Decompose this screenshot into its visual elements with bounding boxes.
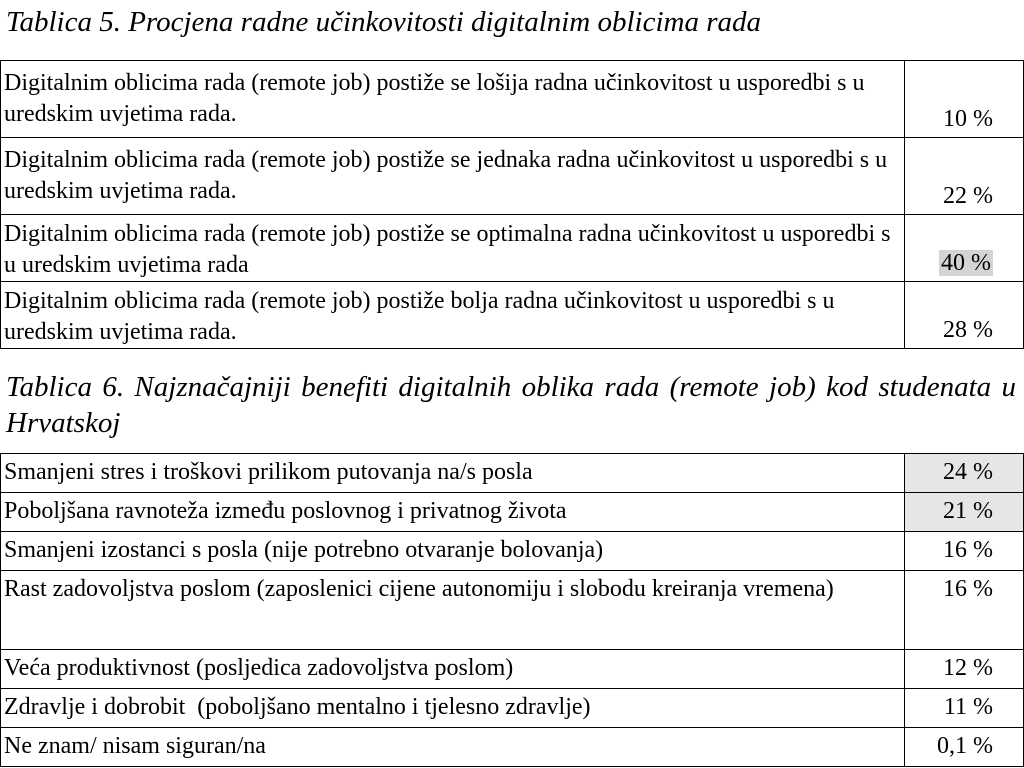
- table6-row-value: 21 %: [905, 493, 1024, 532]
- table6-row-text: Veća produktivnost (posljedica zadovoljstva poslom): [1, 650, 905, 689]
- table6-row-value: 0,1 %: [905, 728, 1024, 767]
- table6-row-value: 11 %: [905, 689, 1024, 728]
- table-row: [1, 650, 1024, 689]
- table5-row-value-highlighted: 40 %: [941, 250, 991, 276]
- table-row: [1, 61, 1024, 138]
- table-row: [1, 493, 1024, 532]
- table6-row-value: 12 %: [905, 650, 1024, 689]
- table6-row-text: Rast zadovoljstva poslom (zaposlenici cijene autonomiju i slobodu kreiranja vremena): [1, 571, 905, 650]
- table-row: [1, 532, 1024, 571]
- table-row: [1, 215, 1024, 282]
- table-row: [1, 571, 1024, 650]
- table-row: [1, 282, 1024, 349]
- table-row: [1, 138, 1024, 215]
- table5-row-text: Digitalnim oblicima rada (remote job) postiže se jednaka radna učinkovitost u usporedbi s u uredskim uvjetima rada.: [1, 138, 905, 215]
- table6-row-text: Smanjeni stres i troškovi prilikom putovanja na/s posla: [1, 454, 905, 493]
- table6-row-text: Smanjeni izostanci s posla (nije potrebno otvaranje bolovanja): [1, 532, 905, 571]
- table5-row-text: Digitalnim oblicima rada (remote job) postiže se optimalna radna učinkovitost u usporedbi s u uredskim uvjetima rada: [1, 215, 905, 282]
- table6-row-text: Ne znam/ nisam siguran/na: [1, 728, 905, 767]
- table5-caption: Tablica 5. Procjena radne učinkovitosti digitalnim oblicima rada: [6, 6, 762, 38]
- table6-row-text: Poboljšana ravnoteža između poslovnog i privatnog života: [1, 493, 905, 532]
- table5-row-value: 10 %: [905, 61, 1024, 138]
- table5-row-text: Digitalnim oblicima rada (remote job) postiže se lošija radna učinkovitost u usporedbi s u uredskim uvjetima rada.: [1, 61, 905, 138]
- table6-row-value: 16 %: [905, 532, 1024, 571]
- table5-row-value-cell: [905, 215, 1024, 282]
- table5-row-value: 22 %: [905, 138, 1024, 215]
- table6-row-text: Zdravlje i dobrobit (poboljšano mentalno i tjelesno zdravlje): [1, 689, 905, 728]
- table6-row-value: 24 %: [905, 454, 1024, 493]
- table-row: [1, 689, 1024, 728]
- table6: [0, 453, 1024, 767]
- table6-caption: Tablica 6. Najznačajniji benefiti digitalnih oblika rada (remote job) kod studenata u Hrvatskoj: [6, 371, 1016, 439]
- table6-row-value: 16 %: [905, 571, 1024, 650]
- table-row: [1, 728, 1024, 767]
- table5: [0, 60, 1024, 349]
- table-row: [1, 454, 1024, 493]
- table5-row-text: Digitalnim oblicima rada (remote job) postiže bolja radna učinkovitost u usporedbi s u uredskim uvjetima rada.: [1, 282, 905, 349]
- table5-row-value: 28 %: [905, 282, 1024, 349]
